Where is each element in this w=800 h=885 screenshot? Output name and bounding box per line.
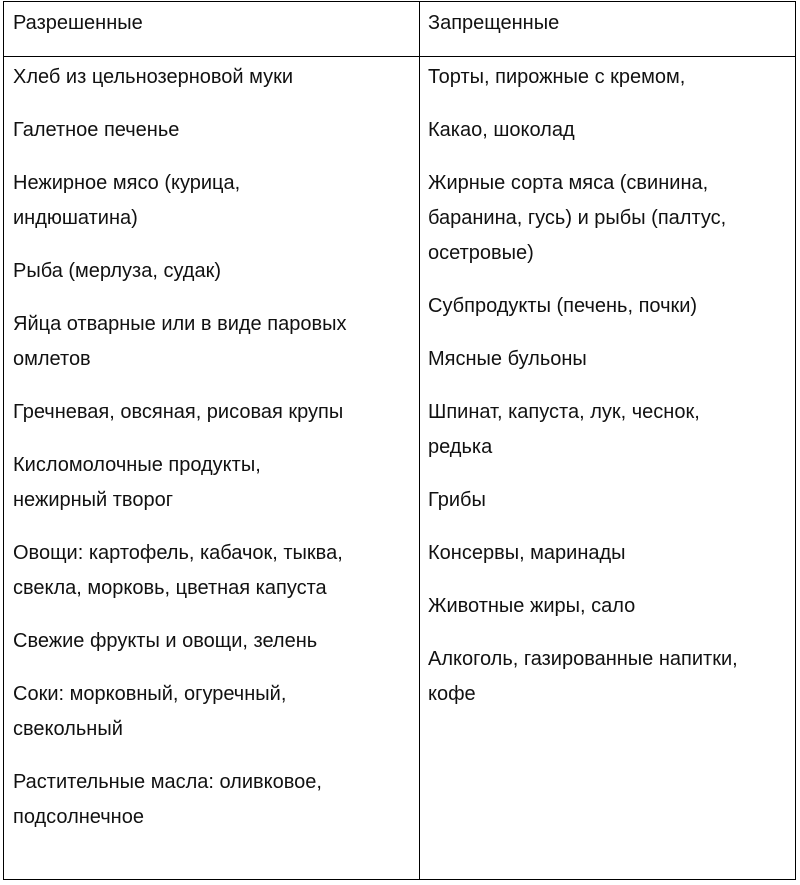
allowed-item: Растительные масла: оливковое, подсолнечное — [13, 771, 322, 828]
allowed-item: Овощи: картофель, кабачок, тыква, свекла, морковь, цветная капуста — [13, 542, 343, 599]
allowed-item: Хлеб из цельнозерновой муки — [13, 66, 294, 88]
food-table — [3, 1, 796, 880]
allowed-item: Гречневая, овсяная, рисовая крупы — [13, 401, 344, 423]
forbidden-item: Мясные бульоны — [428, 348, 587, 370]
forbidden-column — [428, 60, 793, 730]
allowed-column — [13, 60, 413, 853]
allowed-item: Кисломолочные продукты, нежирный творог — [13, 454, 261, 511]
forbidden-item: Субпродукты (печень, почки) — [428, 295, 698, 317]
allowed-item: Нежирное мясо (курица, индюшатина) — [13, 172, 241, 229]
forbidden-item: Консервы, маринады — [428, 542, 626, 564]
allowed-item: Соки: морковный, огуречный, свекольный — [13, 683, 287, 740]
allowed-item: Рыба (мерлуза, судак) — [13, 260, 221, 282]
allowed-item: Яйца отварные или в виде паровых омлетов — [13, 313, 347, 370]
allowed-item: Свежие фрукты и овощи, зелень — [13, 630, 318, 652]
forbidden-item: Грибы — [428, 489, 486, 511]
header-divider — [4, 56, 795, 57]
header-allowed: Разрешенные — [13, 12, 143, 34]
allowed-item: Галетное печенье — [13, 119, 180, 141]
column-divider — [419, 2, 420, 879]
forbidden-item: Какао, шоколад — [428, 119, 575, 141]
forbidden-item: Алкоголь, газированные напитки, кофе — [428, 648, 738, 705]
header-forbidden: Запрещенные — [428, 12, 560, 34]
forbidden-item: Шпинат, капуста, лук, чеснок, редька — [428, 401, 700, 458]
forbidden-item: Торты, пирожные с кремом, — [428, 66, 686, 88]
forbidden-item: Животные жиры, сало — [428, 595, 636, 617]
forbidden-item: Жирные сорта мяса (свинина, баранина, гусь) и рыбы (палтус, осетровые) — [428, 172, 727, 264]
